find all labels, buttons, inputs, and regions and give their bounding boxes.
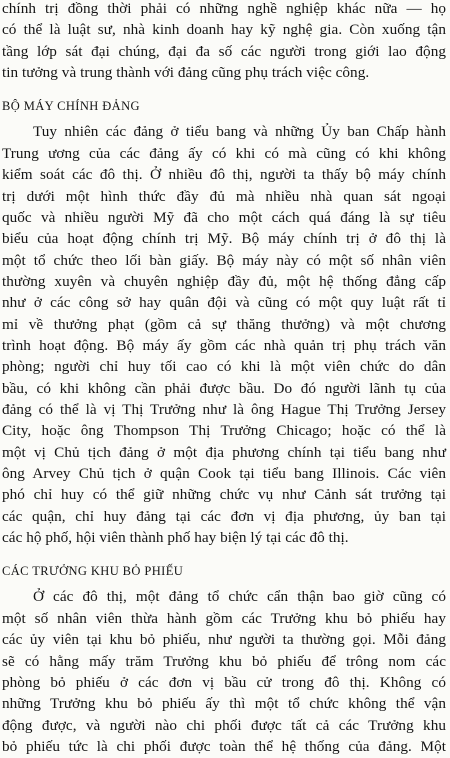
text-line: biểu của hoạt động chính trị Mỹ. Bộ máy chính trị ở đô thị là (2, 230, 446, 248)
text-line: trình hoạt động. Bộ máy ấy gồm các nhà quản trị phụ trách văn (2, 336, 446, 354)
text-line: một tổ chức theo lối bàn giấy. Bộ máy này có một số nhân viên (2, 251, 446, 269)
text-line: như ở các công sở hay quân đội và cũng có một quy luật rất tỉ (2, 294, 446, 312)
text-line: phòng bỏ phiếu ở các đơn vị bầu cử trong đô thị. Không có (2, 673, 446, 691)
text-line: một số nhân viên thừa hành gồm các Trưởng khu bỏ phiếu hay (2, 609, 446, 627)
text-line: tin tưởng và trung thành với đảng cũng phụ trách việc công. (2, 64, 370, 82)
text-line: chính trị đồng thời phải có những nghề nghiệp khác nữa — họ (2, 0, 446, 17)
text-line: tầng lớp sát đại chúng, đại đa số các người trong giới lao động (2, 42, 446, 60)
text-line: sẽ có hằng mấy trăm Trưởng khu bỏ phiếu để trông nom các (2, 652, 446, 670)
text-line: ông Arvey Chủ tịch ở quận Cook tại tiểu bang Illinois. Các viên (2, 465, 446, 482)
text-line: Ở các đô thị, một đảng tổ chức cẩn thận bao giờ cũng có (33, 588, 446, 606)
text-line: Tuy nhiên các đảng ở tiểu bang và những Ủy ban Chấp hành (33, 123, 446, 141)
text-line: các hộ phố, hội viên thành phố hay biện lý tại các đô thị. (2, 529, 349, 547)
text-line: bỏ phiếu tức là chi phối được toàn thể hệ thống của đảng. Một (2, 737, 446, 755)
text-line: phòng; người chỉ huy tối cao có khi là một viên chức do dân (2, 358, 446, 376)
text-line: quốc và nhiều người Mỹ đã cho một cách quá đáng là sự tiêu (2, 208, 446, 226)
text-line: đảng có thể là vị Thị Trưởng như là ông Hague Thị Trưởng Jersey (2, 401, 446, 418)
text-line: mỉ về thưởng phạt (gồm cả sự thăng thưởng) và một chương (2, 315, 446, 333)
section-heading-precinct-captains: CÁC TRƯỞNG KHU BỎ PHIẾU (2, 564, 184, 579)
text-line: động được, và người nào chi phối được tất cả các Trưởng khu (2, 716, 446, 734)
text-line: phó chỉ huy có thể giữ những chức vụ như Cảnh sát trưởng tại (2, 486, 446, 504)
text-line: có thể là luật sư, nhà kinh doanh hay kỹ nghệ gia. Còn xuống tận (2, 21, 446, 39)
text-line: City, hoặc ông Thompson Thị Trưởng Chicago; hoặc có thể là (2, 422, 446, 440)
text-line: bầu, có khi không cần phải được bầu. Do đó người lãnh tụ của (2, 379, 446, 397)
text-line: những Trưởng khu bỏ phiếu ấy thì một tổ chức không thể vận (2, 695, 446, 713)
text-line: trị dưới một hình thức đầy đủ mà nhiều nhà quan sát ngoại (2, 187, 446, 205)
text-line: thường xuyên và chuyên nghiệp đầy đủ, một hệ thống đẳng cấp (2, 272, 446, 290)
text-line: một vị Chủ tịch đảng ở một địa phương chính tại tiểu bang như (2, 443, 446, 461)
text-line: kiểm soát các đô thị. Ở nhiều đô thị, người ta thấy bộ máy chính (2, 166, 446, 184)
text-line: các ủy viên tại khu bỏ phiếu, như người ta thường gọi. Mỗi đảng (2, 631, 446, 649)
section-heading-party-machine: BỘ MÁY CHÍNH ĐẢNG (2, 99, 140, 114)
text-line: Trung ương của các đảng ấy có khi có mà cũng có khi không (2, 144, 446, 162)
text-line: các quận, chỉ huy đảng tại các đơn vị địa phương, ủy ban tại (2, 507, 446, 525)
